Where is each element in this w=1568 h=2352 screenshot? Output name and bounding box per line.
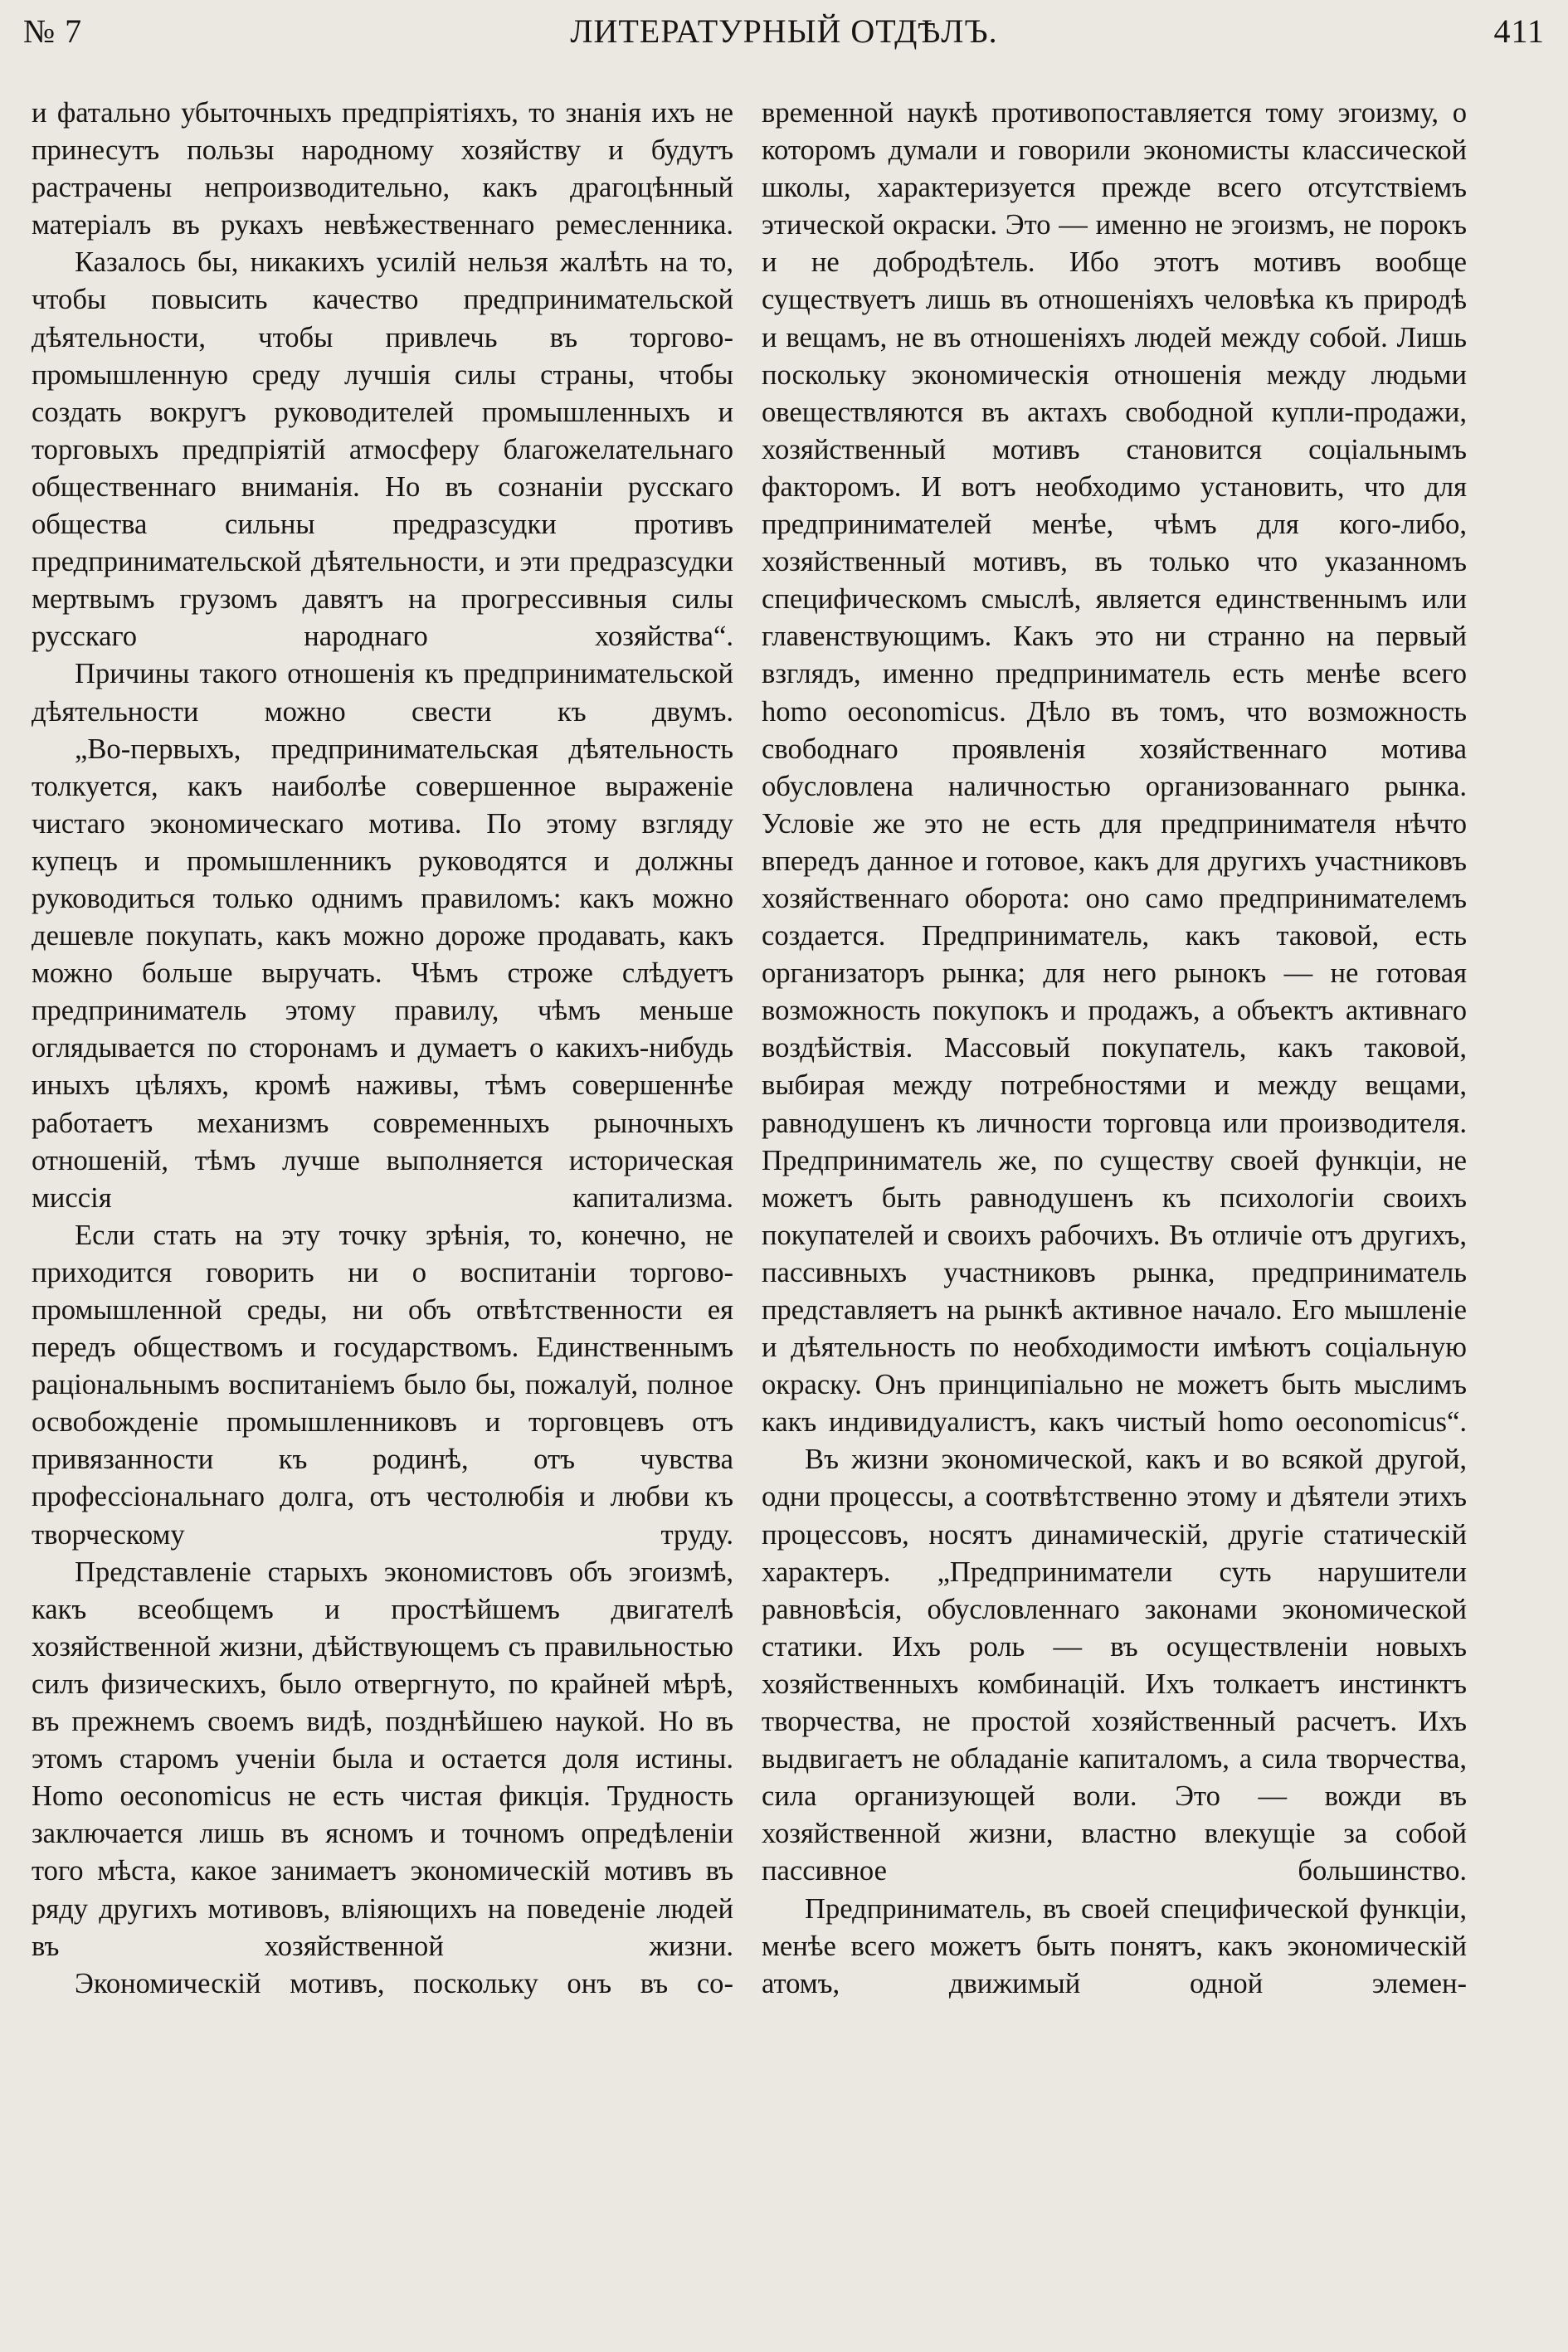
- paragraph: Экономическій мотивъ, поскольку онъ въ со-: [75, 1967, 733, 1999]
- paragraph: Казалось бы, никакихъ усилій нельзя жалѣть на то, чтобы повысить качество предпринимательской дѣятельности, чтобы привлечь въ торгово-промышленную среду лучшія силы страны, чтобы создать вокругъ руководителей промышленныхъ и торговыхъ предпріятій атмосферу благожелательнаго общественнаго вниманія. Но въ сознаніи русскаго общества сильны предразсудки противъ предпринимательской дѣятельности, и эти предразсудки мертвымъ грузомъ давятъ на прогрессивныя силы русскаго народнаго хозяйства“.: [32, 246, 733, 653]
- page-number: 411: [1493, 12, 1545, 50]
- paragraph: Причины такого отношенія къ предпринимательской дѣятельности можно свести къ двумъ.: [32, 658, 733, 728]
- paragraph: Предприниматель, въ своей специфической функціи, менѣе всего можетъ быть понятъ, какъ экономическій атомъ, движимый одной элемен-: [762, 1892, 1467, 1999]
- issue-number: № 7: [23, 12, 83, 50]
- section-title: ЛИТЕРАТУРНЫЙ ОТДѢЛЪ.: [570, 12, 998, 50]
- paragraph: временной наукѣ противопоставляется тому эгоизму, о которомъ думали и говорили экономисты классической школы, характеризуется прежде всего отсутствіемъ этической окраски. Это — именно не эгоизмъ, не порокъ и не добродѣтель. Ибо этотъ мотивъ вообще существуетъ лишь въ отношеніяхъ человѣка къ природѣ и вещамъ, не въ отношеніяхъ людей между собой. Лишь поскольку экономическія отношенія между людьми овеществляются въ актахъ свободной купли-продажи, хозяйственный мотивъ становится соціальнымъ факторомъ. И вотъ необходимо установить, что для предпринимателей менѣе, чѣмъ для кого-либо, хозяйственный мотивъ, въ только что указанномъ специфическомъ смыслѣ, является единственнымъ или главенствующимъ. Какъ это ни странно на первый взглядъ, именно предприниматель есть менѣе всего homo oeconomicus. Дѣло въ томъ, что возможность свободнаго проявленія хозяйственнаго мотива обусловлена наличностью организованнаго рынка. Условіе же это не есть для предпринимателя нѣчто впередъ данное и готовое, какъ для другихъ участниковъ хозяйственнаго оборота: оно само предпринимателемъ создается. Предприниматель, какъ таковой, есть организаторъ рынка; для него рынокъ — не готовая возможность покупокъ и продажъ, а объектъ активнаго воздѣйствія. Массовый покупатель, какъ таковой, выбирая между потребностями и между вещами, равнодушенъ къ личности торговца или производителя. Предприниматель же, по существу своей функціи, не можетъ быть равнодушенъ къ психологіи своихъ покупателей и своихъ рабочихъ. Въ отличіе отъ другихъ, пассивныхъ участниковъ рынка, предприниматель представляетъ на рынкѣ активное начало. Его мышленіе и дѣятельность по необходимости имѣютъ соціальную окраску. Онъ принципіально не можетъ быть мыслимъ какъ индивидуалистъ, какъ чистый homo oeconomicus“.: [762, 97, 1467, 1439]
- paragraph: „Во-первыхъ, предпринимательская дѣятельность толкуется, какъ наиболѣе совершенное выраженіе чистаго экономическаго мотива. По этому взгляду купецъ и промышленникъ руководятся и должны руководиться только однимъ правиломъ: какъ можно дешевле покупать, какъ можно дороже продавать, какъ можно больше выручать. Чѣмъ строже слѣдуетъ предприниматель этому правилу, чѣмъ меньше оглядывается по сторонамъ и думаетъ о какихъ-нибудь иныхъ цѣляхъ, кромѣ наживы, тѣмъ совершеннѣе работаетъ механизмъ современныхъ рыночныхъ отношеній, тѣмъ лучше выполняется историческая миссія капитализма.: [32, 733, 733, 1214]
- paragraph: и фатально убыточныхъ предпріятіяхъ, то знанія ихъ не принесутъ пользы народному хозяйству и будутъ растрачены непроизводительно, какъ драгоцѣнный матеріалъ въ рукахъ невѣжественнаго ремесленника.: [32, 97, 733, 241]
- right-column: [762, 95, 1467, 2345]
- left-column: [32, 95, 733, 2345]
- paragraph: Если стать на эту точку зрѣнія, то, конечно, не приходится говорить ни о воспитаніи торгово-промышленной среды, ни объ отвѣтственности ея передъ обществомъ и государствомъ. Единственнымъ раціональнымъ воспитаніемъ было бы, пожалуй, полное освобожденіе промышленниковъ и торговцевъ отъ привязанности къ родинѣ, отъ чувства профессіональнаго долга, отъ честолюбія и любви къ творческому труду.: [32, 1219, 733, 1551]
- paragraph: Въ жизни экономической, какъ и во всякой другой, одни процессы, а соотвѣтственно этому и дѣятели этихъ процессовъ, носятъ динамическій, другіе статическій характеръ. „Предприниматели суть нарушители равновѣсія, обусловленнаго законами экономической статики. Ихъ роль — въ осуществленіи новыхъ хозяйственныхъ комбинацій. Ихъ толкаетъ инстинктъ творчества, не простой хозяйственный расчетъ. Ихъ выдвигаетъ не обладаніе капиталомъ, а сила творчества, сила организующей воли. Это — вожди въ хозяйственной жизни, властно влекущіе за собой пассивное большинство.: [762, 1444, 1467, 1887]
- paragraph: Представленіе старыхъ экономистовъ объ эгоизмѣ, какъ всеобщемъ и простѣйшемъ двигателѣ хозяйственной жизни, дѣйствующемъ съ правильностью силъ физическихъ, было отвергнуто, по крайней мѣрѣ, въ прежнемъ своемъ видѣ, позднѣйшею наукой. Но въ этомъ старомъ ученіи была и остается доля истины. Homo oeconomicus не есть чистая фикція. Трудность заключается лишь въ ясномъ и точномъ опредѣленіи того мѣста, какое занимаетъ экономическій мотивъ въ ряду другихъ мотивовъ, вліяющихъ на поведеніе людей въ хозяйственной жизни.: [32, 1556, 733, 1962]
- running-head: [23, 7, 1545, 56]
